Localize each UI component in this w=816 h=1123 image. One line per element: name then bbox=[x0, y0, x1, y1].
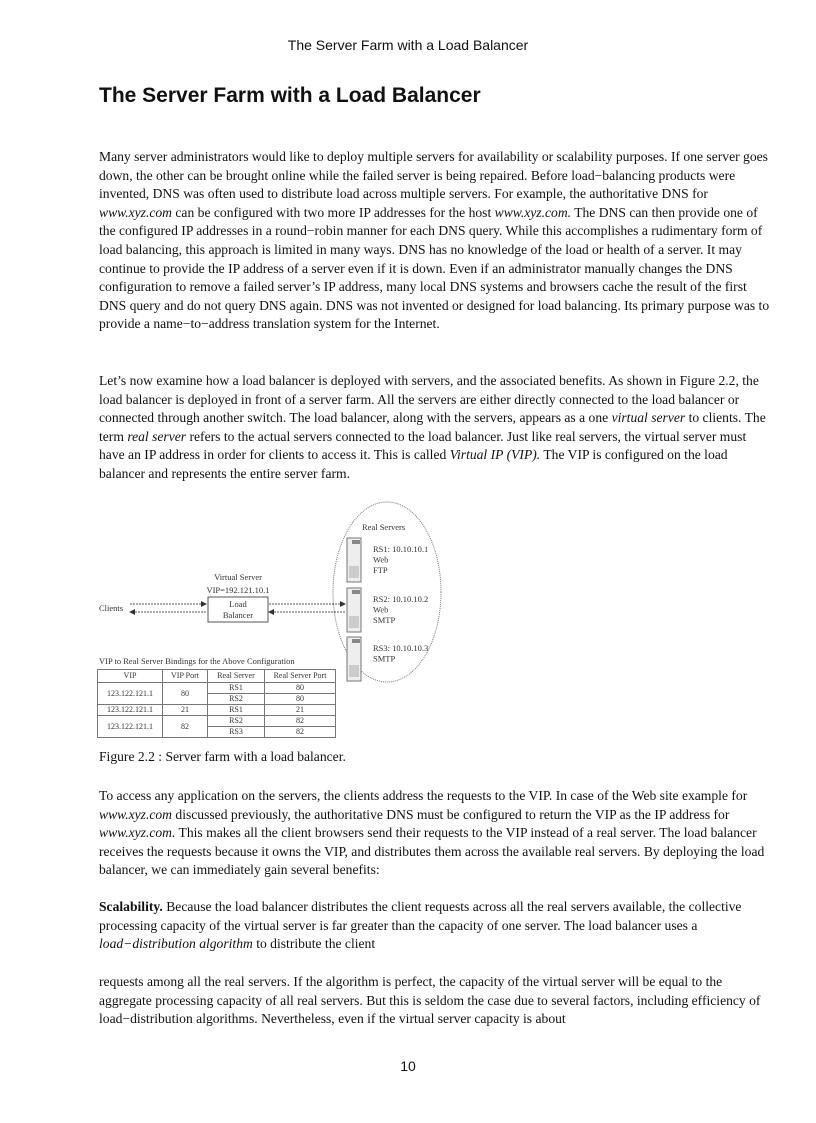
text-run: Let’s now examine how a load balancer is deployed with servers, and the associated benefits. As shown in Figure 2.2, the load balancer is deployed in front of a server farm. All the servers are either directly connected to the load balancer or connected through another switch. The load balancer, along with the servers, appears as a one bbox=[99, 373, 759, 426]
server-icon bbox=[347, 538, 361, 582]
italic-text: www.xyz.com. bbox=[99, 825, 176, 841]
body-paragraph bbox=[99, 148, 771, 334]
bindings-table-caption: VIP to Real Server Bindings for the Above Configuration bbox=[99, 656, 295, 666]
server-label: RS3: 10.10.10.3 bbox=[373, 643, 429, 653]
text-run: can be configured with two more IP addresses for the host bbox=[172, 204, 495, 220]
body-paragraph bbox=[99, 973, 771, 1029]
table-row bbox=[98, 716, 336, 727]
bold-lead-in: Scalability. bbox=[99, 899, 163, 914]
vip-cell: 123.122.121.1 bbox=[98, 705, 163, 716]
real-server-port-cell: 80 bbox=[265, 694, 336, 705]
text-run: To access any application on the servers, the clients address the requests to the VIP. In case of the Web site example for bbox=[99, 788, 748, 803]
italic-text: virtual server bbox=[611, 410, 686, 426]
server-label: RS1: 10.10.10.1 bbox=[373, 544, 429, 554]
text-run: refers to the actual servers connected to the load balancer. Just like real servers, the virtual server must have an IP address in order for clients to access it. This is called bbox=[99, 428, 747, 463]
real-server-port-cell: 80 bbox=[265, 683, 336, 694]
server-label: FTP bbox=[373, 565, 388, 575]
italic-text: load−distribution algorithm bbox=[99, 936, 253, 952]
table-header: Real Server Port bbox=[265, 670, 336, 683]
real-server-port-cell: 82 bbox=[265, 716, 336, 727]
server-icon bbox=[347, 637, 361, 681]
text-run: This makes all the client browsers send their requests to the VIP instead of a real server. The load balancer receives the requests because it owns the VIP, and distributes them across the available real servers. By deploying the load balancer, we can immediately gain several benefits: bbox=[99, 825, 765, 878]
lb-label-1: Load bbox=[229, 599, 247, 609]
table-header: Real Server bbox=[208, 670, 265, 683]
vip-port-cell: 82 bbox=[163, 716, 208, 738]
real-servers-label: Real Servers bbox=[362, 522, 406, 532]
real-server-cell: RS1 bbox=[208, 705, 265, 716]
body-paragraph bbox=[99, 372, 771, 484]
text-run: Because the load balancer distributes the client requests across all the real servers available, the collective processing capacity of the virtual server is far greater than the capacity of one server. The load balancer uses a bbox=[99, 899, 742, 933]
table-header: VIP bbox=[98, 670, 163, 683]
vip-cell: 123.122.121.1 bbox=[98, 716, 163, 738]
table-row bbox=[98, 683, 336, 694]
figure-caption: Figure 2.2 : Server farm with a load balancer. bbox=[99, 749, 346, 764]
vip-cell: 123.122.121.1 bbox=[98, 683, 163, 705]
clients-label: Clients bbox=[99, 603, 124, 613]
server-label: SMTP bbox=[373, 653, 396, 664]
text-run: The VIP is configured on the load balancer and represents the entire server farm. bbox=[99, 447, 728, 481]
vip-bindings-table bbox=[97, 669, 336, 738]
real-server-port-cell: 21 bbox=[265, 705, 336, 716]
server-label: Web bbox=[373, 554, 389, 565]
italic-text: Virtual IP (VIP). bbox=[449, 447, 541, 463]
text-run: to clients. The term bbox=[99, 410, 766, 444]
vip-label: VIP=192.121.10.1 bbox=[206, 585, 270, 595]
text-run: Many server administrators would like to deploy multiple servers for availability or scalability purposes. If one server goes down, the other can be brought online while the failed server is being repaired. Before load−balancing products were invented, DNS was often used to distribute load across multiple servers. For example, the authoritative DNS for bbox=[99, 149, 768, 202]
page-number: 10 bbox=[400, 1058, 416, 1074]
figure-server-farm bbox=[95, 495, 445, 755]
text-run: requests among all the real servers. If the algorithm is perfect, the capacity of the virtual server will be equal to the aggregate processing capacity of all real servers. But this is seldom the case due to several factors, including efficiency of load−distribution algorithms. Nevertheless, even if the virtual server capacity is about bbox=[99, 974, 761, 1027]
page-title: The Server Farm with a Load Balancer bbox=[99, 84, 481, 107]
real-server-cell: RS3 bbox=[208, 727, 265, 738]
vip-port-cell: 21 bbox=[163, 705, 208, 716]
italic-text: www.xyz.com bbox=[99, 806, 172, 822]
server-icon bbox=[347, 588, 361, 632]
text-run: The DNS can then provide one of the configured IP addresses in a round−robin manner for each DNS query. While this accomplishes a rudimentary form of load balancing, this approach is limited in many ways. DNS has no knowledge of the load or health of a server. It may continue to provide the IP address of a server even if it is down. Even if an administrator manually changes the DNS configuration to remove a failed server’s IP address, many local DNS systems and browsers cache the result of the first DNS query and do not query DNS again. DNS was not invented or designed for load balancing. Its primary purpose was to provide a name−to−address translation system for the Internet. bbox=[99, 204, 770, 332]
server-label: RS2: 10.10.10.2 bbox=[373, 594, 429, 604]
server-label: SMTP bbox=[373, 615, 396, 625]
virtual-server-label: Virtual Server bbox=[214, 572, 262, 582]
italic-text: real server bbox=[127, 428, 187, 444]
real-server-cell: RS2 bbox=[208, 694, 265, 705]
italic-text: www.xyz.com. bbox=[494, 204, 572, 220]
italic-text: www.xyz.com bbox=[99, 204, 172, 220]
text-run: discussed previously, the authoritative DNS must be configured to return the VIP as the IP address for bbox=[172, 806, 730, 822]
lb-label-2: Balancer bbox=[222, 610, 254, 620]
table-row bbox=[98, 705, 336, 716]
vip-port-cell: 80 bbox=[163, 683, 208, 705]
running-header: The Server Farm with a Load Balancer bbox=[287, 37, 529, 53]
server-label: Web bbox=[373, 604, 389, 615]
real-server-port-cell: 82 bbox=[265, 727, 336, 738]
body-paragraph bbox=[99, 787, 771, 880]
body-paragraph bbox=[99, 898, 771, 954]
table-header: VIP Port bbox=[163, 670, 208, 683]
text-run: to distribute the client bbox=[252, 936, 376, 952]
real-server-cell: RS1 bbox=[208, 683, 265, 694]
real-server-cell: RS2 bbox=[208, 716, 265, 727]
